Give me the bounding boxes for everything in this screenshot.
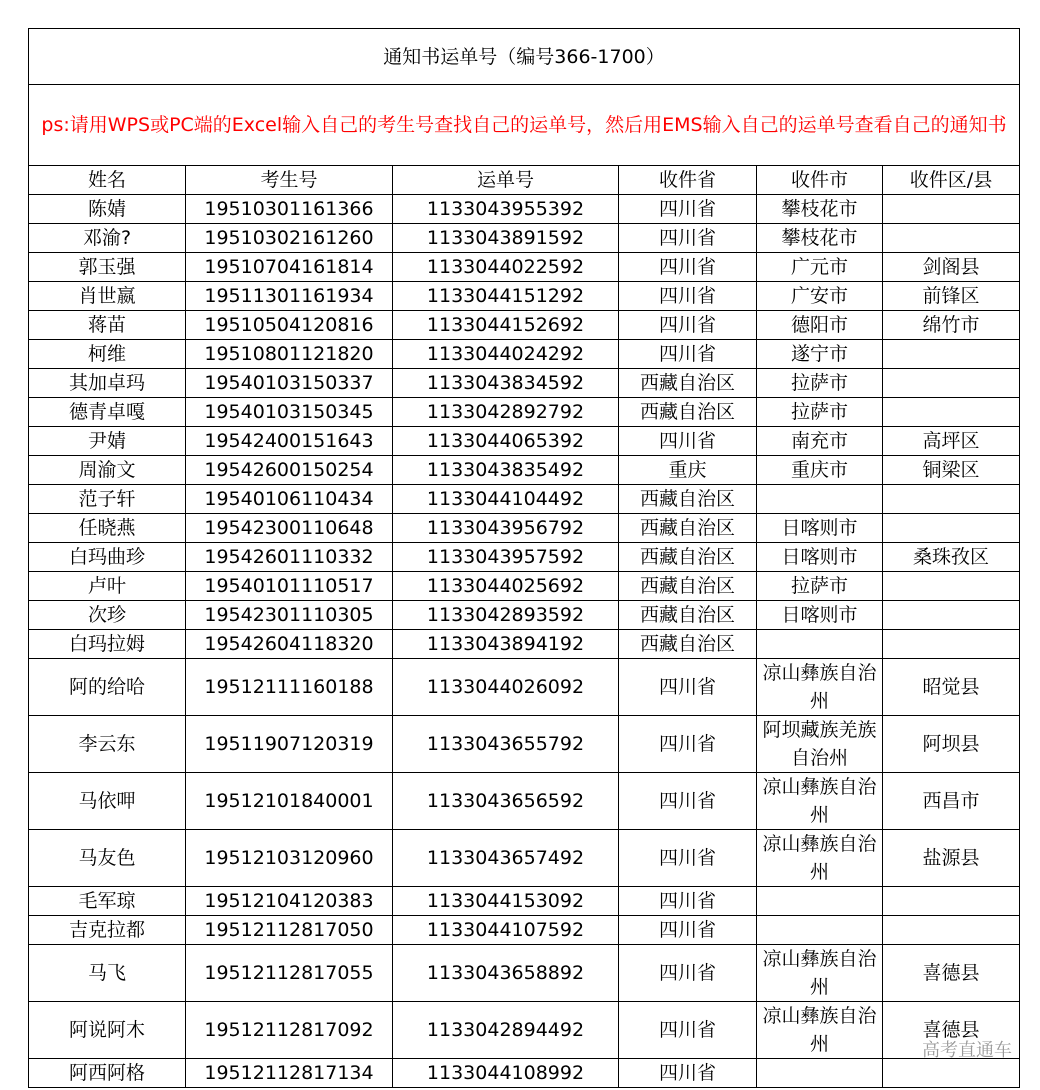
cell-province: 四川省: [619, 224, 757, 253]
cell-waybill-number: 1133043955392: [393, 195, 619, 224]
cell-waybill-number: 1133043894192: [393, 630, 619, 659]
table-row: [29, 773, 1020, 830]
cell-waybill-number: 1133043657492: [393, 830, 619, 887]
cell-province: 西藏自治区: [619, 572, 757, 601]
cell-province: 四川省: [619, 340, 757, 369]
cell-district: [883, 369, 1020, 398]
instruction-note: ps:请用WPS或PC端的Excel输入自己的考生号查找自己的运单号，然后用EMS输入自己的运单号查看自己的通知书: [29, 85, 1020, 166]
cell-district: 前锋区: [883, 282, 1020, 311]
cell-city: 拉萨市: [757, 398, 883, 427]
table-row: [29, 311, 1020, 340]
cell-province: 西藏自治区: [619, 485, 757, 514]
cell-exam-number: 19511301161934: [186, 282, 393, 311]
cell-city: 重庆市: [757, 456, 883, 485]
cell-district: [883, 340, 1020, 369]
cell-name: 白玛拉姆: [29, 630, 186, 659]
cell-waybill-number: 1133043957592: [393, 543, 619, 572]
cell-district: [883, 514, 1020, 543]
header-district: 收件区/县: [883, 166, 1020, 195]
cell-waybill-number: 1133043655792: [393, 716, 619, 773]
cell-exam-number: 19512103120960: [186, 830, 393, 887]
cell-name: 柯维: [29, 340, 186, 369]
table-row: [29, 916, 1020, 945]
cell-district: 西昌市: [883, 773, 1020, 830]
table-row: [29, 340, 1020, 369]
cell-name: 其加卓玛: [29, 369, 186, 398]
cell-waybill-number: 1133042892792: [393, 398, 619, 427]
cell-exam-number: 19542301110305: [186, 601, 393, 630]
cell-city: 日喀则市: [757, 543, 883, 572]
cell-district: [883, 485, 1020, 514]
cell-exam-number: 19512111160188: [186, 659, 393, 716]
table-row: [29, 485, 1020, 514]
cell-name: 蒋苗: [29, 311, 186, 340]
cell-district: 喜德县: [883, 945, 1020, 1002]
cell-city-text: 阿坝藏族羌族自治州: [762, 719, 877, 769]
cell-waybill-number: 1133044022592: [393, 253, 619, 282]
cell-district: [883, 224, 1020, 253]
cell-province: 四川省: [619, 916, 757, 945]
cell-exam-number: 19540106110434: [186, 485, 393, 514]
table-title: 通知书运单号（编号366-1700）: [29, 29, 1020, 85]
cell-name: 毛军琼: [29, 887, 186, 916]
table-row: [29, 830, 1020, 887]
cell-city: 广元市: [757, 253, 883, 282]
cell-city: 攀枝花市: [757, 195, 883, 224]
cell-city: [757, 1059, 883, 1088]
cell-waybill-number: 1133044025692: [393, 572, 619, 601]
cell-district: [883, 601, 1020, 630]
cell-city: 拉萨市: [757, 572, 883, 601]
cell-province: 四川省: [619, 830, 757, 887]
cell-province: 四川省: [619, 282, 757, 311]
cell-district: 剑阁县: [883, 253, 1020, 282]
cell-name: 范子轩: [29, 485, 186, 514]
cell-name: 吉克拉都: [29, 916, 186, 945]
cell-exam-number: 19540103150345: [186, 398, 393, 427]
cell-exam-number: 19540101110517: [186, 572, 393, 601]
cell-name: 阿西阿格: [29, 1059, 186, 1088]
cell-exam-number: 19512101840001: [186, 773, 393, 830]
cell-name: 马依呷: [29, 773, 186, 830]
header-row: [29, 166, 1020, 195]
cell-exam-number: 19512112817050: [186, 916, 393, 945]
header-name: 姓名: [29, 166, 186, 195]
cell-name: 肖世嬴: [29, 282, 186, 311]
cell-waybill-number: 1133044026092: [393, 659, 619, 716]
cell-province: 四川省: [619, 945, 757, 1002]
cell-district: 绵竹市: [883, 311, 1020, 340]
cell-waybill-number: 1133043656592: [393, 773, 619, 830]
cell-name: 马飞: [29, 945, 186, 1002]
cell-name: 阿的给哈: [29, 659, 186, 716]
cell-exam-number: 19512112817134: [186, 1059, 393, 1088]
cell-city: 攀枝花市: [757, 224, 883, 253]
cell-province: 西藏自治区: [619, 514, 757, 543]
cell-waybill-number: 1133044151292: [393, 282, 619, 311]
watermark: 高考直通车: [922, 1040, 1012, 1061]
cell-name: 郭玉强: [29, 253, 186, 282]
cell-waybill-number: 1133044024292: [393, 340, 619, 369]
cell-city: [757, 945, 883, 1002]
cell-exam-number: 19510301161366: [186, 195, 393, 224]
table-row: [29, 398, 1020, 427]
cell-province: 四川省: [619, 659, 757, 716]
cell-city: [757, 485, 883, 514]
cell-exam-number: 19542300110648: [186, 514, 393, 543]
cell-city-text: 凉山彝族自治州: [762, 776, 877, 826]
cell-city: [757, 773, 883, 830]
cell-name: 任晓燕: [29, 514, 186, 543]
header-city: 收件市: [757, 166, 883, 195]
cell-province: 西藏自治区: [619, 369, 757, 398]
cell-waybill-number: 1133042894492: [393, 1002, 619, 1059]
cell-province: 四川省: [619, 1002, 757, 1059]
cell-province: 四川省: [619, 311, 757, 340]
table-row: [29, 282, 1020, 311]
table-row: [29, 543, 1020, 572]
cell-waybill-number: 1133044152692: [393, 311, 619, 340]
cell-waybill-number: 1133043891592: [393, 224, 619, 253]
waybill-table: [28, 28, 1020, 1088]
cell-city: [757, 830, 883, 887]
cell-city: [757, 716, 883, 773]
cell-waybill-number: 1133043956792: [393, 514, 619, 543]
header-waybill-number: 运单号: [393, 166, 619, 195]
cell-district: 盐源县: [883, 830, 1020, 887]
cell-province: 西藏自治区: [619, 601, 757, 630]
cell-exam-number: 19542601110332: [186, 543, 393, 572]
table-row: [29, 630, 1020, 659]
cell-province: 四川省: [619, 253, 757, 282]
cell-exam-number: 19510704161814: [186, 253, 393, 282]
cell-exam-number: 19512104120383: [186, 887, 393, 916]
table-row: [29, 427, 1020, 456]
cell-name: 德青卓嘎: [29, 398, 186, 427]
cell-exam-number: 19542600150254: [186, 456, 393, 485]
cell-district: [883, 887, 1020, 916]
header-exam-number: 考生号: [186, 166, 393, 195]
cell-name: 李云东: [29, 716, 186, 773]
cell-province: 西藏自治区: [619, 543, 757, 572]
cell-city: [757, 916, 883, 945]
table-row: [29, 716, 1020, 773]
cell-waybill-number: 1133042893592: [393, 601, 619, 630]
cell-city: 日喀则市: [757, 601, 883, 630]
cell-exam-number: 19542604118320: [186, 630, 393, 659]
cell-city: [757, 1002, 883, 1059]
cell-province: 四川省: [619, 773, 757, 830]
cell-district: [883, 572, 1020, 601]
cell-district: 喜德县: [883, 1002, 1020, 1059]
cell-waybill-number: 1133043658892: [393, 945, 619, 1002]
cell-name: 白玛曲珍: [29, 543, 186, 572]
cell-exam-number: 19542400151643: [186, 427, 393, 456]
table-row: [29, 1059, 1020, 1088]
header-province: 收件省: [619, 166, 757, 195]
cell-province: 西藏自治区: [619, 398, 757, 427]
table-row: [29, 1002, 1020, 1059]
cell-waybill-number: 1133044153092: [393, 887, 619, 916]
cell-district: 桑珠孜区: [883, 543, 1020, 572]
cell-city: 日喀则市: [757, 514, 883, 543]
table-row: [29, 887, 1020, 916]
table-row: [29, 253, 1020, 282]
cell-name: 卢叶: [29, 572, 186, 601]
table-row: [29, 945, 1020, 1002]
cell-waybill-number: 1133043835492: [393, 456, 619, 485]
table-row: [29, 224, 1020, 253]
table-row: [29, 601, 1020, 630]
cell-waybill-number: 1133043834592: [393, 369, 619, 398]
cell-province: 西藏自治区: [619, 630, 757, 659]
cell-province: 重庆: [619, 456, 757, 485]
table-row: [29, 572, 1020, 601]
cell-district: 昭觉县: [883, 659, 1020, 716]
cell-exam-number: 19512112817092: [186, 1002, 393, 1059]
cell-city-text: 凉山彝族自治州: [762, 1005, 877, 1055]
cell-exam-number: 19511907120319: [186, 716, 393, 773]
cell-district: [883, 195, 1020, 224]
cell-city-text: 凉山彝族自治州: [762, 833, 877, 883]
cell-city: [757, 659, 883, 716]
cell-city: 广安市: [757, 282, 883, 311]
table-row: [29, 514, 1020, 543]
cell-city: [757, 630, 883, 659]
cell-waybill-number: 1133044108992: [393, 1059, 619, 1088]
cell-province: 四川省: [619, 887, 757, 916]
cell-name: 邓渝?: [29, 224, 186, 253]
cell-city: 南充市: [757, 427, 883, 456]
cell-city-text: 凉山彝族自治州: [762, 662, 877, 712]
cell-exam-number: 19510801121820: [186, 340, 393, 369]
cell-city-text: 凉山彝族自治州: [762, 948, 877, 998]
cell-exam-number: 19510504120816: [186, 311, 393, 340]
table-row: [29, 659, 1020, 716]
cell-city: 遂宁市: [757, 340, 883, 369]
cell-province: 四川省: [619, 1059, 757, 1088]
cell-province: 四川省: [619, 195, 757, 224]
cell-province: 四川省: [619, 427, 757, 456]
table-row: [29, 369, 1020, 398]
table-row: [29, 456, 1020, 485]
cell-district: 阿坝县: [883, 716, 1020, 773]
table-row: [29, 195, 1020, 224]
cell-waybill-number: 1133044107592: [393, 916, 619, 945]
cell-province: 四川省: [619, 716, 757, 773]
cell-district: [883, 916, 1020, 945]
cell-waybill-number: 1133044104492: [393, 485, 619, 514]
cell-name: 尹婧: [29, 427, 186, 456]
cell-city: 拉萨市: [757, 369, 883, 398]
cell-district: 铜梁区: [883, 456, 1020, 485]
cell-name: 次珍: [29, 601, 186, 630]
cell-exam-number: 19512112817055: [186, 945, 393, 1002]
cell-name: 马友色: [29, 830, 186, 887]
cell-district: [883, 630, 1020, 659]
cell-name: 周渝文: [29, 456, 186, 485]
cell-city: [757, 887, 883, 916]
cell-exam-number: 19510302161260: [186, 224, 393, 253]
cell-district: 高坪区: [883, 427, 1020, 456]
cell-district: [883, 1059, 1020, 1088]
cell-exam-number: 19540103150337: [186, 369, 393, 398]
cell-district: [883, 398, 1020, 427]
cell-city: 德阳市: [757, 311, 883, 340]
cell-name: 阿说阿木: [29, 1002, 186, 1059]
cell-waybill-number: 1133044065392: [393, 427, 619, 456]
cell-name: 陈婧: [29, 195, 186, 224]
